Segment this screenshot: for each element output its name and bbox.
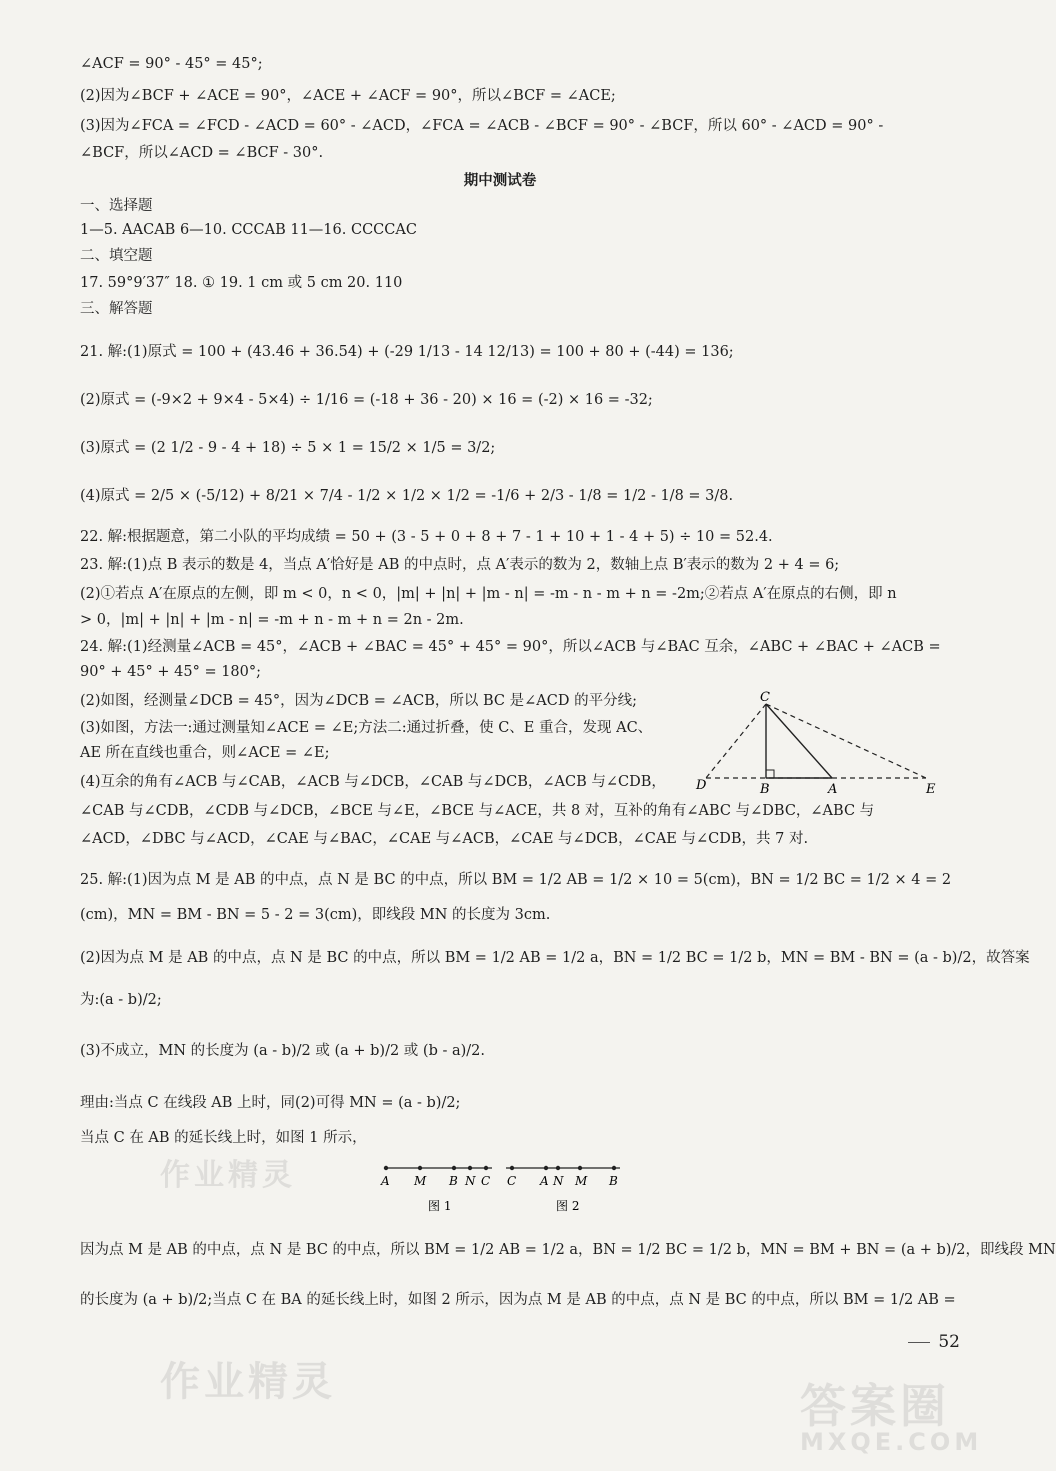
- fig1-label-c: C: [481, 1174, 491, 1188]
- label-e: E: [926, 782, 936, 797]
- label-b: B: [760, 782, 770, 797]
- text-line: (3)如图，方法一:通过测量知∠ACE = ∠E;方法二:通过折叠，使 C、E 重合，发现 AC、: [80, 720, 653, 736]
- page-number: 52: [908, 1332, 960, 1352]
- text-line: 为:(a - b)/2;: [80, 992, 162, 1008]
- text-line: 21. 解:(1)原式 = 100 + (43.46 + 36.54) + (-29 1/13 - 14 12/13) = 100 + 80 + (-44) = 136;: [80, 344, 734, 360]
- segment-figures: [370, 1160, 640, 1220]
- fig1-point-n: [468, 1166, 472, 1170]
- text-line: 25. 解:(1)因为点 M 是 AB 的中点，点 N 是 BC 的中点，所以 BM = 1/2 AB = 1/2 × 10 = 5(cm)，BN = 1/2 BC = 1/2 × 4 = 2: [80, 872, 952, 888]
- text-line: (4)原式 = 2/5 × (-5/12) + 8/21 × 7/4 - 1/2 × 1/2 × 1/2 = -1/6 + 2/3 - 1/8 = 1/2 - 1/8 = 3/8.: [80, 488, 734, 504]
- text-line: 17. 59°9′37″ 18. ① 19. 1 cm 或 5 cm 20. 110: [80, 275, 403, 291]
- text-line: (2)因为∠BCF + ∠ACE = 90°，∠ACE + ∠ACF = 90°，所以∠BCF = ∠ACE;: [80, 88, 616, 104]
- fig1-label-n: N: [465, 1174, 476, 1188]
- segment-cd: [706, 704, 766, 778]
- fig2-label-m: M: [575, 1174, 588, 1188]
- fig1-point-c: [484, 1166, 488, 1170]
- fig2-label-n: N: [553, 1174, 564, 1188]
- segment-ce: [766, 704, 926, 778]
- text-line: (2)①若点 A′在原点的左侧，即 m < 0，n < 0，|m| + |n| + |m - n| = -m - n - m + n = -2m;②若点 A′在原点的右侧，即 n: [80, 586, 897, 602]
- text-line: (2)如图，经测量∠DCB = 45°，因为∠DCB = ∠ACB，所以 BC 是∠ACD 的平分线;: [80, 693, 637, 709]
- fig2-point-c: [510, 1166, 514, 1170]
- text-line: ∠CAB 与∠CDB，∠CDB 与∠DCB，∠BCE 与∠E，∠BCE 与∠ACE，共 8 对，互补的角有∠ABC 与∠DBC，∠ABC 与: [80, 803, 875, 819]
- fig1-point-b: [452, 1166, 456, 1170]
- text-line: 24. 解:(1)经测量∠ACB = 45°，∠ACB + ∠BAC = 45° + 45° = 90°，所以∠ACB 与∠BAC 互余，∠ABC + ∠BAC + ∠ACB =: [80, 639, 941, 655]
- section-title: 期中测试卷: [463, 172, 537, 189]
- text-line: 因为点 M 是 AB 的中点，点 N 是 BC 的中点，所以 BM = 1/2 AB = 1/2 a，BN = 1/2 BC = 1/2 b，MN = BM + BN = (a + b)/2，即线段 MN: [80, 1242, 1056, 1258]
- label-c: C: [760, 690, 770, 705]
- text-line: 三、解答题: [80, 301, 153, 317]
- fig2-label-a: A: [540, 1174, 549, 1188]
- watermark: 答案圈: [800, 1379, 950, 1433]
- text-line: (2)因为点 M 是 AB 的中点，点 N 是 BC 的中点，所以 BM = 1/2 AB = 1/2 a，BN = 1/2 BC = 1/2 b，MN = BM - BN = (a - b)/2，故答案: [80, 950, 1030, 966]
- label-a: A: [828, 782, 838, 797]
- watermark: 作业精灵: [160, 1158, 296, 1193]
- fig1-label-b: B: [449, 1174, 458, 1188]
- watermark: 作业精灵: [160, 1359, 336, 1405]
- text-line: 一、选择题: [80, 198, 153, 214]
- text-line: 当点 C 在 AB 的延长线上时，如图 1 所示，: [80, 1130, 367, 1146]
- text-line: (cm)，MN = BM - BN = 5 - 2 = 3(cm)，即线段 MN 的长度为 3cm.: [80, 907, 551, 923]
- text-line: 的长度为 (a + b)/2;当点 C 在 BA 的延长线上时，如图 2 所示，因为点 M 是 AB 的中点，点 N 是 BC 的中点，所以 BM = 1/2 AB =: [80, 1292, 956, 1308]
- fig2-caption: 图 2: [556, 1199, 580, 1213]
- fig1-caption: 图 1: [428, 1199, 452, 1213]
- right-angle-mark: [766, 770, 774, 778]
- fig1-label-a: A: [381, 1174, 390, 1188]
- text-line: ∠ACF = 90° - 45° = 45°;: [80, 56, 263, 72]
- text-line: ∠ACD，∠DBC 与∠ACD，∠CAE 与∠BAC，∠CAE 与∠ACB，∠CAE 与∠DCB，∠CAE 与∠CDB，共 7 对.: [80, 831, 809, 847]
- fig2-label-b: B: [609, 1174, 618, 1188]
- text-line: 23. 解:(1)点 B 表示的数是 4，当点 A′恰好是 AB 的中点时，点 A′表示的数为 2，数轴上点 B′表示的数为 2 + 4 = 6;: [80, 557, 840, 573]
- triangle-figure: [690, 690, 950, 810]
- fig1-point-m: [418, 1166, 422, 1170]
- text-line: 二、填空题: [80, 248, 153, 264]
- text-line: (3)因为∠FCA = ∠FCD - ∠ACD = 60° - ∠ACD，∠FCA = ∠ACB - ∠BCF = 90° - ∠BCF，所以 60° - ∠ACD = 90° -: [80, 118, 884, 134]
- text-line: AE 所在直线也重合，则∠ACE = ∠E;: [80, 745, 330, 761]
- label-d: D: [696, 778, 707, 793]
- text-line: 理由:当点 C 在线段 AB 上时，同(2)可得 MN = (a - b)/2;: [80, 1095, 461, 1111]
- text-line: > 0，|m| + |n| + |m - n| = -m + n - m + n = 2n - 2m.: [80, 612, 464, 628]
- text-line: 22. 解:根据题意，第二小队的平均成绩 = 50 + (3 - 5 + 0 + 8 + 7 - 1 + 10 + 1 - 4 + 5) ÷ 10 = 52.4.: [80, 529, 773, 545]
- text-line: ∠BCF，所以∠ACD = ∠BCF - 30°.: [80, 145, 324, 161]
- watermark: MXQE.COM: [800, 1428, 983, 1456]
- fig1-label-m: M: [414, 1174, 427, 1188]
- text-line: (4)互余的角有∠ACB 与∠CAB，∠ACB 与∠DCB，∠CAB 与∠DCB，∠ACB 与∠CDB，: [80, 774, 666, 790]
- fig2-point-b: [612, 1166, 616, 1170]
- fig2-point-n: [556, 1166, 560, 1170]
- fig2-point-a: [544, 1166, 548, 1170]
- text-line: 90° + 45° + 45° = 180°;: [80, 664, 262, 680]
- segment-ca: [766, 704, 832, 778]
- text-line: (3)不成立，MN 的长度为 (a - b)/2 或 (a + b)/2 或 (b - a)/2.: [80, 1043, 485, 1059]
- text-line: (3)原式 = (2 1/2 - 9 - 4 + 18) ÷ 5 × 1 = 15/2 × 1/5 = 3/2;: [80, 440, 496, 456]
- fig2-label-c: C: [507, 1174, 517, 1188]
- text-line: (2)原式 = (-9×2 + 9×4 - 5×4) ÷ 1/16 = (-18 + 36 - 20) × 16 = (-2) × 16 = -32;: [80, 392, 653, 408]
- text-line: 1—5. AACAB 6—10. CCCAB 11—16. CCCCAC: [80, 222, 417, 238]
- fig1-point-a: [384, 1166, 388, 1170]
- fig2-point-m: [578, 1166, 582, 1170]
